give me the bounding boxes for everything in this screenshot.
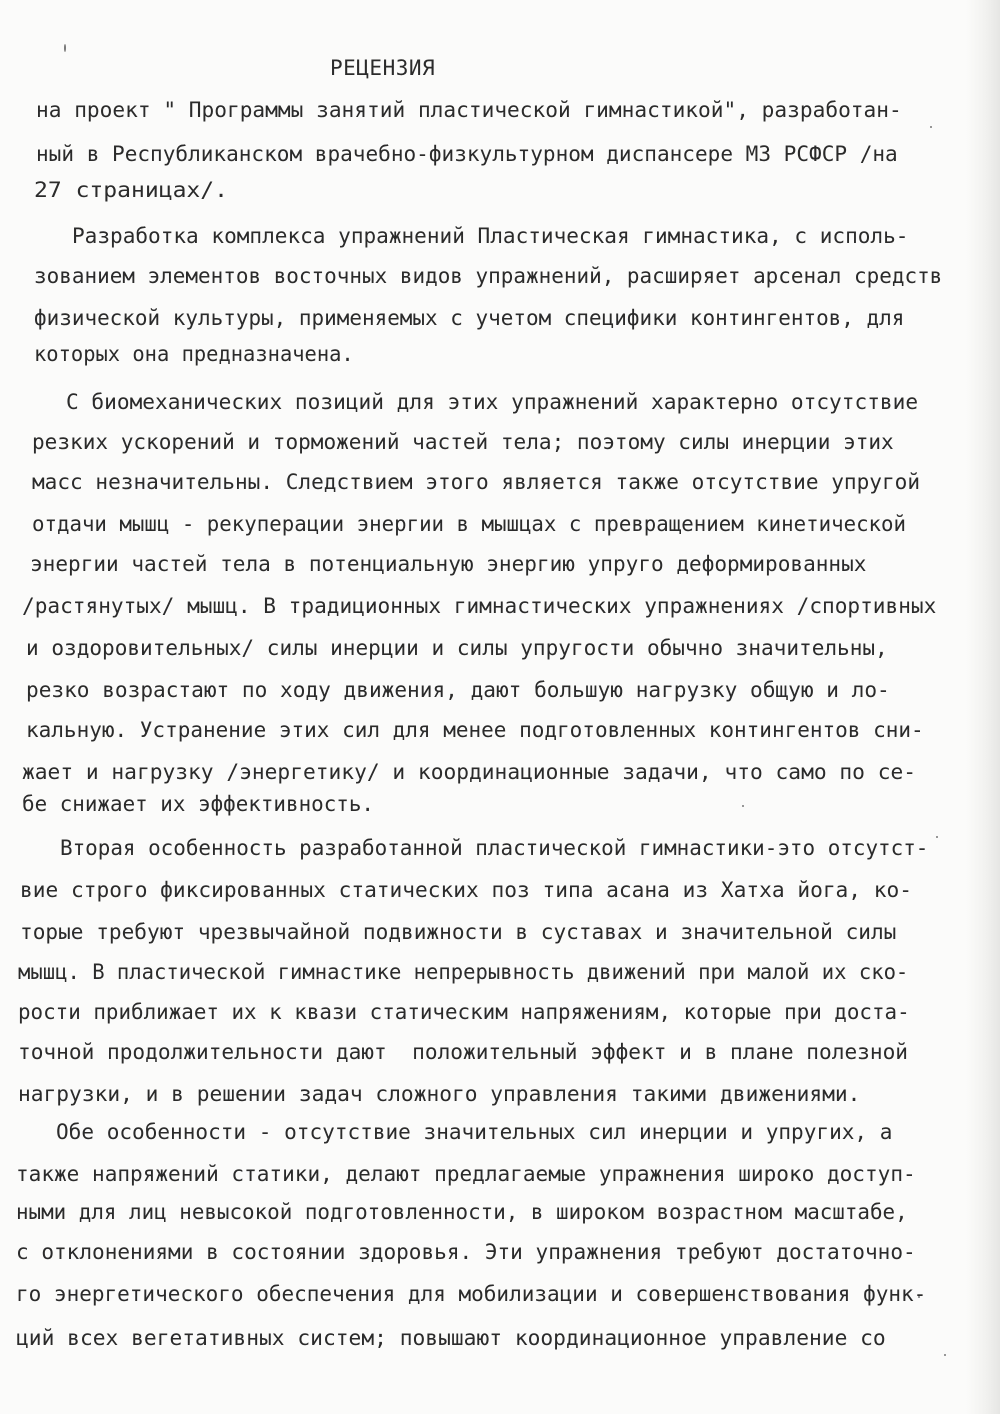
text-line: Вторая особенность разработанной пластической гимнастики-это отсутст- (60, 836, 929, 860)
text-line: отдачи мышц - рекуперации энергии в мышцах с превращением кинетической (32, 512, 907, 536)
text-line: с отклонениями в состоянии здоровья. Эти упражнения требуют достаточно- (16, 1240, 916, 1264)
text-line: го энергетического обеспечения для мобилизации и совершенствования функ- (16, 1282, 927, 1306)
text-line: на проект " Программы занятий пластической гимнастикой", разработан- (36, 98, 902, 122)
text-line: ций всех вегетативных систем; повышают координационное управление со (16, 1326, 886, 1350)
text-line: /растянутых/ мышц. В традиционных гимнастических упражнениях /спортивных (22, 594, 937, 618)
text-line: резко возрастают по ходу движения, дают большую нагрузку общую и ло- (26, 678, 890, 702)
text-line: зованием элементов восточных видов упражнений, расширяет арсенал средств (34, 264, 943, 288)
text-line: точной продолжительности дают положительный эффект и в плане полезной (18, 1040, 909, 1064)
text-line: бе снижает их эффективность. (22, 792, 375, 816)
text-line: нагрузки, и в решении задач сложного управления такими движениями. (18, 1082, 861, 1106)
text-line: масс незначительны. Следствием этого является также отсутствие упругой (32, 470, 921, 494)
text-line: вие строго фиксированных статических поз типа асана из Хатха йога, ко- (20, 878, 913, 902)
text-line: торые требуют чрезвычайной подвижности в суставах и значительной силы (20, 920, 897, 944)
text-line: 27 страницах/. (34, 178, 229, 202)
text-line: Разработка комплекса упражнений Пластическая гимнастика, с исполь- (72, 224, 909, 248)
text-line: ный в Республиканском врачебно-физкультурном диспансере МЗ РСФСР /на (36, 142, 898, 166)
text-line: кальную. Устранение этих сил для менее подготовленных контингентов сни- (26, 718, 924, 742)
text-line: мышц. В пластической гимнастике непрерывность движений при малой их ско- (18, 960, 909, 984)
text-line: жает и нагрузку /энергетику/ и координационные задачи, что само по се- (22, 760, 917, 784)
text-line: рости приближает их к квази статическим напряжениям, которые при доста- (18, 1000, 910, 1024)
text-line: которых она предназначена. (34, 342, 354, 366)
text-line: ными для лиц невысокой подготовленности, в широком возрастном масштабе, (16, 1200, 908, 1224)
text-line: и оздоровительных/ силы инерции и силы упругости обычно значительны, (26, 636, 888, 660)
text-line: С биомеханических позиций для этих упражнений характерно отсутствие (66, 390, 919, 414)
text-line: Обе особенности - отсутствие значительных сил инерции и упругих, а (56, 1120, 893, 1144)
document-title: РЕЦЕНЗИЯ (330, 56, 436, 80)
text-line: также напряжений статики, делают предлагаемые упражнения широко доступ- (16, 1162, 916, 1186)
text-line: резких ускорений и торможений частей тела; поэтому силы инерции этих (32, 430, 894, 454)
text-line: физической культуры, применяемых с учетом специфики контингентов, для (34, 306, 905, 330)
text-line: энергии частей тела в потенциальную энергию упруго деформированных (30, 552, 867, 576)
